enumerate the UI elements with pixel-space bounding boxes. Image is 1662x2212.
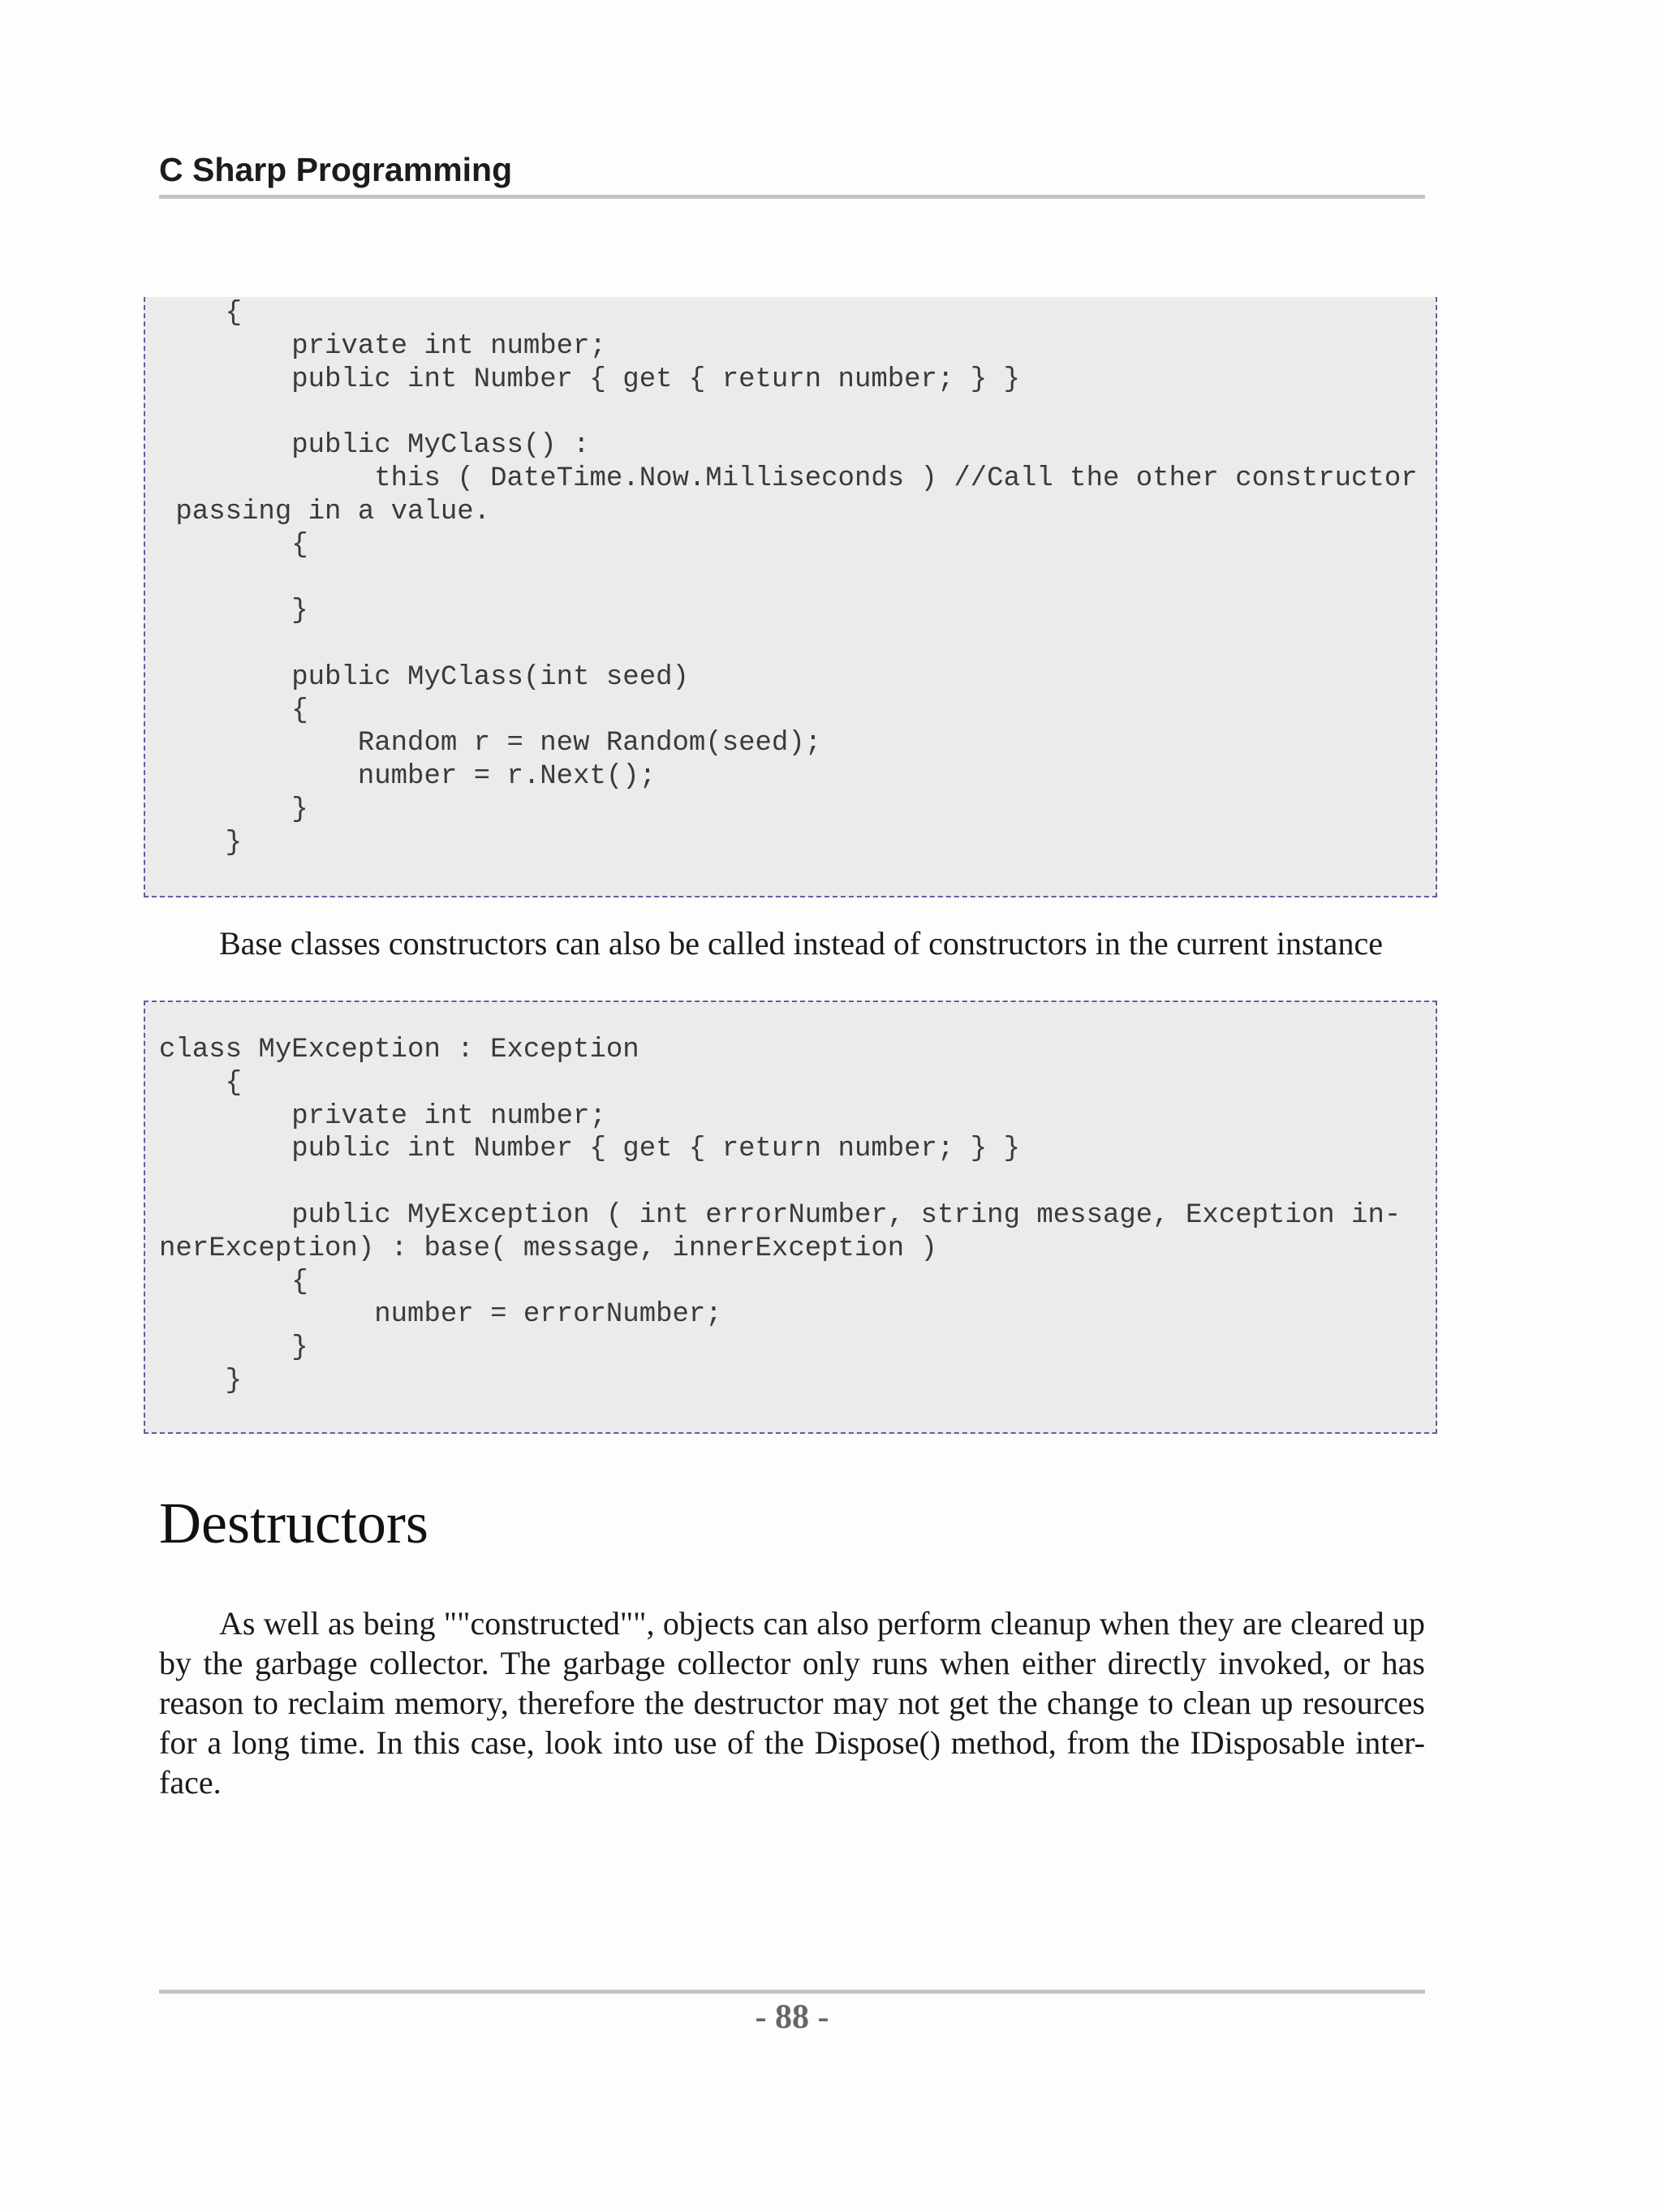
code-block-continued xyxy=(144,297,1437,897)
section-paragraph: As well as being ""constructed"", objects can also perform cleanup when they are cleared up by the garbage collector. The garbage collector only runs when either directly invoked, or has reason to reclaim memory, therefore the destructor may not get the change to clean up resources for a long time. In this case, look into use of the Dispose() method, from the IDisposable inter-face. xyxy=(159,1605,1425,1801)
code-text: { private int number; public int Number { get { return number; } } public MyClass() : this ( DateTime.Now.Milliseconds ) //Call the other constructor passing in a value. { } public MyClass(int seed) { Random r = new Random(seed); number = r.Next(); } } xyxy=(175,298,1418,859)
footer-rule xyxy=(159,1990,1425,1994)
header-rule xyxy=(159,195,1425,199)
section-heading: Destructors xyxy=(159,1491,428,1556)
code-text: class MyException : Exception { private int number; public int Number { get { return number; } } public MyException ( int errorNumber, string message, Exception in- nerException) : base( message, innerException ) { number = errorNumber; } } xyxy=(159,1035,1402,1396)
body-paragraph: Base classes constructors can also be called instead of constructors in the current instance xyxy=(219,925,1383,962)
code-block-myexception xyxy=(144,1001,1437,1434)
page-number: - 88 - xyxy=(755,1999,829,2036)
running-header: C Sharp Programming xyxy=(159,151,513,188)
